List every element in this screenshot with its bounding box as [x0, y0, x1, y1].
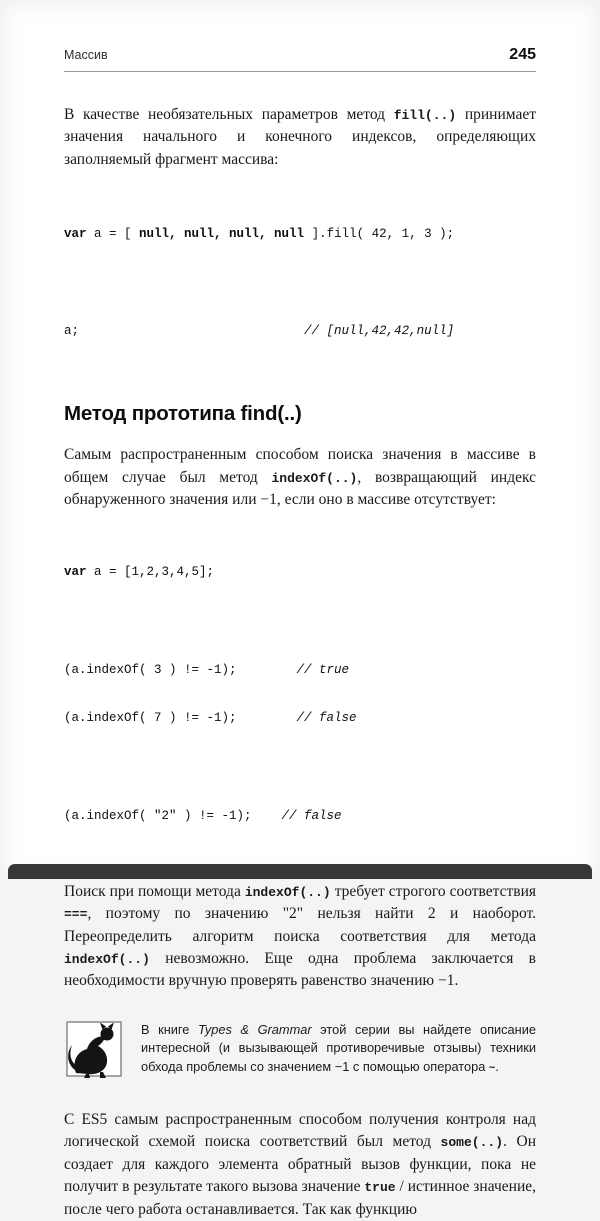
series-mascot-svg [64, 1019, 124, 1079]
code-line [64, 613, 536, 629]
section-heading-find: Метод прототипа find(..) [64, 402, 302, 426]
series-note [64, 1019, 536, 1079]
code-line: (a.indexOf( "2" ) != -1); // false [64, 808, 342, 823]
code-line [64, 759, 536, 775]
series-mascot-icon [64, 1019, 124, 1079]
code-block-fill [64, 193, 536, 372]
code-line: a; // [null,42,42,null] [64, 324, 455, 339]
code-line: (a.indexOf( 7 ) != -1); // false [64, 711, 357, 726]
running-title: Массив [64, 48, 108, 62]
code-line: var a = [1,2,3,4,5]; [64, 565, 215, 580]
code-block-indexof [64, 532, 536, 857]
code-line: var a = [ null, null, null, null ].fill( 42, 1, 3 ); [64, 226, 455, 241]
page-bottom-edge [8, 864, 592, 879]
paragraph-indexof-intro: Самым распространенным способом поиска значения в массиве в общем случае был метод indexOf(..), возвращающий индекс обнаруженного значения или −1, если оно в массиве отсутствует: [64, 446, 536, 509]
note-text: В книге Types & Grammar этой серии вы найдете описание интересной (и вызывающей противоречивые отзывы) техники обхода проблемы со значением −1 с помощью оператора ~. [141, 1021, 536, 1075]
paragraph-indexof-discussion: Поиск при помощи метода indexOf(..) требует строгого соответствия ===, поэтому по значению "2" нельзя найти 2 и наоборот. Переопределить алгоритм поиска соответствия для метода indexOf(..) невозможно. Еще одна проблема заключается в необходимости вручную проверять равенство значению −1. [64, 882, 536, 990]
code-line: (a.indexOf( 3 ) != -1); // true [64, 662, 350, 677]
code-line [64, 275, 536, 291]
page-header [64, 46, 536, 72]
paragraph-es5-some: С ES5 самым распространенным способом получения контроля над логической схемой поиска соответствий был метод some(..). Он создает для каждого элемента обратный вызов функции, пока не получит в результате такого вызова значение true / истинное значение, после чего работа останавливается. Так как функцию [64, 1110, 536, 1218]
page-number: 245 [509, 46, 536, 63]
paragraph-fill-intro: В качестве необязательных параметров метод fill(..) принимает значения начального и конечного индексов, определяющих заполняемый фрагмент массива: [64, 106, 536, 168]
